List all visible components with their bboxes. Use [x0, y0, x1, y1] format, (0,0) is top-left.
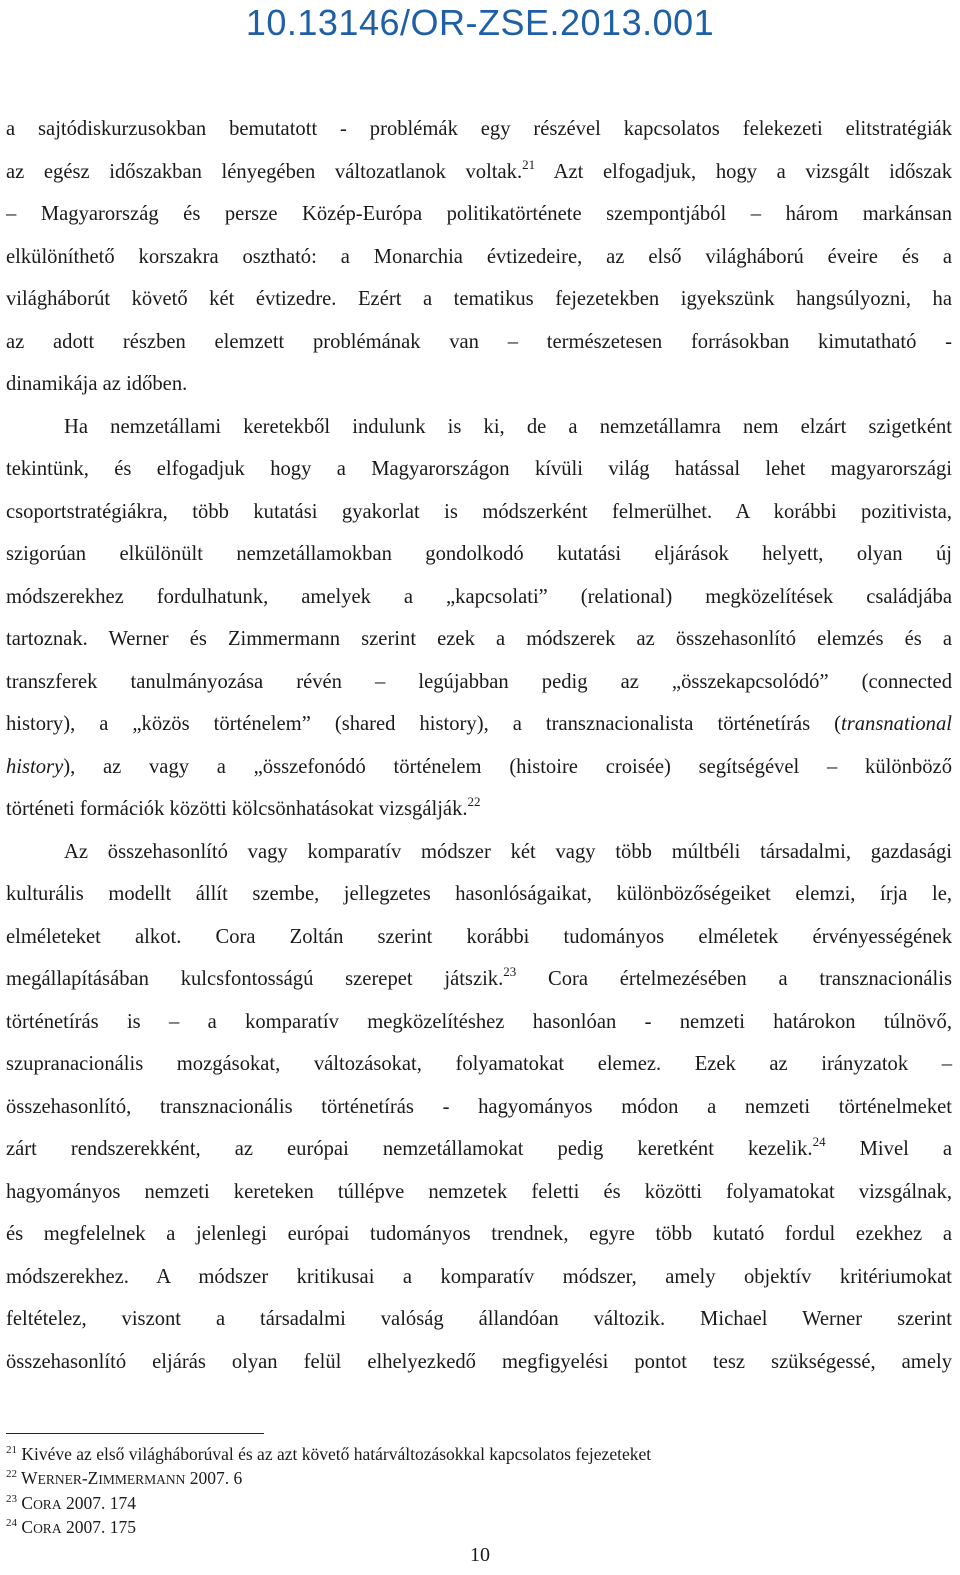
- text-line: history), a „közös történelem” (shared history), a transznacionalista történetírás (transnational: [6, 713, 952, 735]
- text-line: a sajtódiskurzusokban bemutatott - problémák egy részével kapcsolatos felekezeti elitstratégiák: [6, 118, 952, 140]
- text-line: tartoznak. Werner és Zimmermann szerint ezek a módszerek az összehasonlító elemzés és a: [6, 628, 952, 650]
- text-line: feltételez, viszont a társadalmi valóság állandóan változik. Michael Werner szerint: [6, 1308, 952, 1330]
- footnote-ref-22[interactable]: 22: [467, 794, 481, 809]
- text-line: Az összehasonlító vagy komparatív módszer két vagy több múltbéli társadalmi, gazdasági: [64, 840, 952, 863]
- body-text: [6, 108, 952, 1383]
- footnote-ref-21[interactable]: 21: [522, 156, 536, 172]
- text-line: elkülöníthető korszakra osztható: a Monarchia évtizedeire, az első világháború éveire és a: [6, 245, 952, 268]
- text-line: és megfelelnek a jelenlegi európai tudományos trendnek, egyre több kutató fordul ezekhez a: [6, 1223, 952, 1245]
- text-line: módszerekhez. A módszer kritikusai a komparatív módszer, amely objektív kritériumokat: [6, 1265, 952, 1288]
- footnote-ref-23[interactable]: 23: [503, 964, 517, 979]
- footnote-separator: [6, 1433, 264, 1434]
- text-line: az adott részben elemzett problémának van – természetesen forrásokban kimutatható -: [6, 330, 952, 353]
- text-line: szigorúan elkülönült nemzetállamokban gondolkodó kutatási eljárások helyett, olyan új: [6, 543, 952, 565]
- footnote-22: $^{22}$ WERNER-ZIMMERMANN 2007. 6: [6, 1467, 243, 1488]
- footnote-21: $^{21}$ Kivéve az első világháborúval és az azt követő határváltozásokkal kapcsolatos fejezeteket: [6, 1444, 652, 1464]
- footnote-23: $^{23}$ CORA 2007. 174: [6, 1492, 136, 1513]
- text-line: history), az vagy a „összefonódó történelem (histoire croisée) segítségével – különböző: [6, 755, 952, 778]
- text-line: összehasonlító eljárás olyan felül elhelyezkedő megfigyelési pontot tesz szükségessé, amely: [6, 1350, 952, 1373]
- text-line: tekintünk, és elfogadjuk hogy a Magyarországon kívüli világ hatással lehet magyarországi: [6, 458, 952, 480]
- text-line: kulturális modellt állít szembe, jellegzetes hasonlóságaikat, különbözőségeiket elemzi, írja le,: [6, 883, 952, 905]
- text-line: megállapításában kulcsfontosságú szerepet játszik.$^{23}$ Cora értelmezésében a transznacionális: [6, 964, 952, 990]
- doi-header[interactable]: 10.13146/OR-ZSE.2013.001: [245, 2, 715, 43]
- text-line: módszerekhez fordulhatunk, amelyek a „kapcsolati” (relational) megközelítések családjába: [6, 585, 952, 608]
- text-line: zárt rendszerekként, az európai nemzetállamokat pedig keretként kezelik.$^{24}$ Mivel a: [6, 1134, 952, 1160]
- page-number: 10: [470, 1544, 490, 1566]
- text-line: elméleteket alkot. Cora Zoltán szerint korábbi tudományos elméletek érvényességének: [6, 925, 952, 948]
- text-line: – Magyarország és persze Közép-Európa politikatörténete szempontjából – három markánsan: [6, 203, 952, 225]
- footnote-24: $^{24}$ CORA 2007. 175: [6, 1517, 136, 1538]
- footnotes: [6, 1443, 946, 1541]
- text-line: történeti formációk közötti kölcsönhatásokat vizsgálják.$^{22}$: [6, 794, 481, 820]
- text-line: hagyományos nemzeti kereteken túllépve nemzetek feletti és közötti folyamatokat vizsgálnak,: [6, 1180, 952, 1203]
- text-line: dinamikája az időben.: [6, 373, 188, 395]
- text-line: történetírás is – a komparatív megközelítéshez hasonlóan - nemzeti határokon túlnövő,: [6, 1010, 952, 1033]
- footnote-ref-24[interactable]: 24: [812, 1134, 826, 1149]
- text-line: Ha nemzetállami keretekből indulunk is ki, de a nemzetállamra nem elzárt szigetként: [64, 415, 952, 438]
- text-line: összehasonlító, transznacionális történetírás - hagyományos módon a nemzeti történelmeket: [6, 1095, 952, 1118]
- text-line: szupranacionális mozgásokat, változásokat, folyamatokat elemez. Ezek az irányzatok –: [6, 1053, 952, 1075]
- text-line: csoportstratégiákra, több kutatási gyakorlat is módszerként felmerülhet. A korábbi pozitivista,: [6, 500, 952, 523]
- text-line: transzferek tanulmányozása révén – legújabban pedig az „összekapcsolódó” (connected: [6, 670, 952, 693]
- text-line: világháborút követő két évtizedre. Ezért a tematikus fejezetekben igyekszünk hangsúlyozni, ha: [6, 288, 952, 310]
- text-line: az egész időszakban lényegében változatlanok voltak.$^{21}$ Azt elfogadjuk, hogy a vizsgált időszak: [6, 156, 952, 183]
